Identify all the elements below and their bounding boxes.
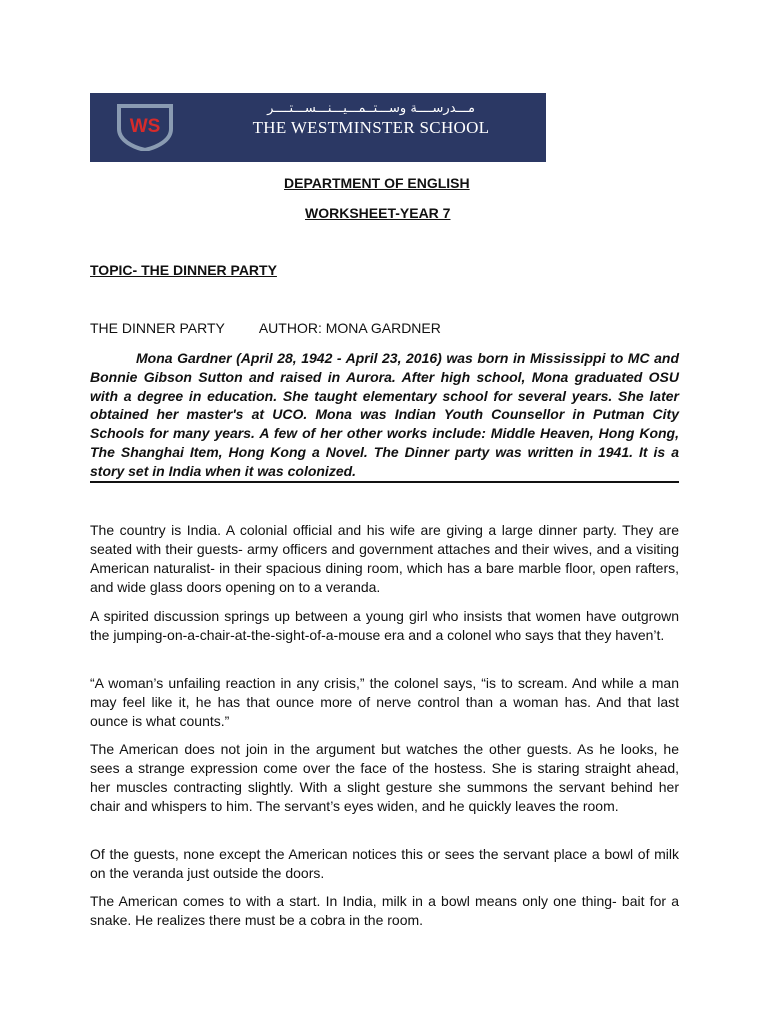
school-shield-logo — [116, 103, 174, 151]
story-title-line — [90, 320, 441, 337]
worksheet-heading: WORKSHEET-YEAR 7 — [305, 205, 451, 221]
author-biography: Mona Gardner (April 28, 1942 - April 23, 2016) was born in Mississippi to MC and Bonnie Gibson Sutton and raised in Aurora. After high school, Mona graduated OSU with a degree in education. She taught elementary school for several years. She later obtained her master's at UCO. Mona was Indian Youth Counsellor in Putman City Schools for many years. A few of her other works include: Middle Heaven, Hong Kong, The Shanghai Item, Hong Kong a Novel. The Dinner party was written in 1941. It is a story set in India when it was colonized. — [90, 350, 679, 479]
story-author: AUTHOR: MONA GARDNER — [258, 320, 441, 336]
story-paragraph: A spirited discussion springs up between a young girl who insists that women have outgrown the jumping-on-a-chair-at-the-sight-of-a-mouse era and a colonel who says that they haven’t. — [90, 608, 679, 643]
story-paragraph: The American does not join in the argument but watches the other guests. As he looks, he sees a strange expression come over the face of the hostess. She is staring straight ahead, her muscles contracting slightly. With a slight gesture she summons the servant behind her chair and whispers to him. The servant’s eyes widen, and he quickly leaves the room. — [90, 741, 679, 814]
story-paragraph: “A woman’s unfailing reaction in any crisis,” the colonel says, “is to scream. And while a man may feel like it, he has that ounce more of nerve control than a woman has. And that last ounce is what counts.” — [90, 675, 679, 729]
school-name-arabic: مـــدرســــة وســـتــمـــيـــنـــســـتــــر — [267, 101, 475, 116]
school-name: THE WESTMINSTER SCHOOL — [252, 118, 490, 137]
topic-heading: TOPIC- THE DINNER PARTY — [90, 262, 277, 278]
story-paragraph: The country is India. A colonial official and his wife are giving a large dinner party. They are seated with their guests- army officers and government attaches and their wives, and a visiting American naturalist- in their spacious dining room, which has a bare marble floor, open rafters, and wide glass doors opening on to a veranda. — [90, 522, 679, 595]
department-heading: DEPARTMENT OF ENGLISH — [284, 175, 470, 191]
story-paragraph: The American comes to with a start. In India, milk in a bowl means only one thing- bait for a snake. He realizes there must be a cobra in the room. — [90, 893, 679, 928]
section-divider — [90, 481, 679, 483]
story-paragraph: Of the guests, none except the American notices this or sees the servant place a bowl of milk on the veranda just outside the doors. — [90, 846, 679, 881]
logo-letters: WS — [129, 116, 161, 137]
school-banner — [90, 93, 546, 162]
story-title: THE DINNER PARTY — [90, 320, 225, 336]
